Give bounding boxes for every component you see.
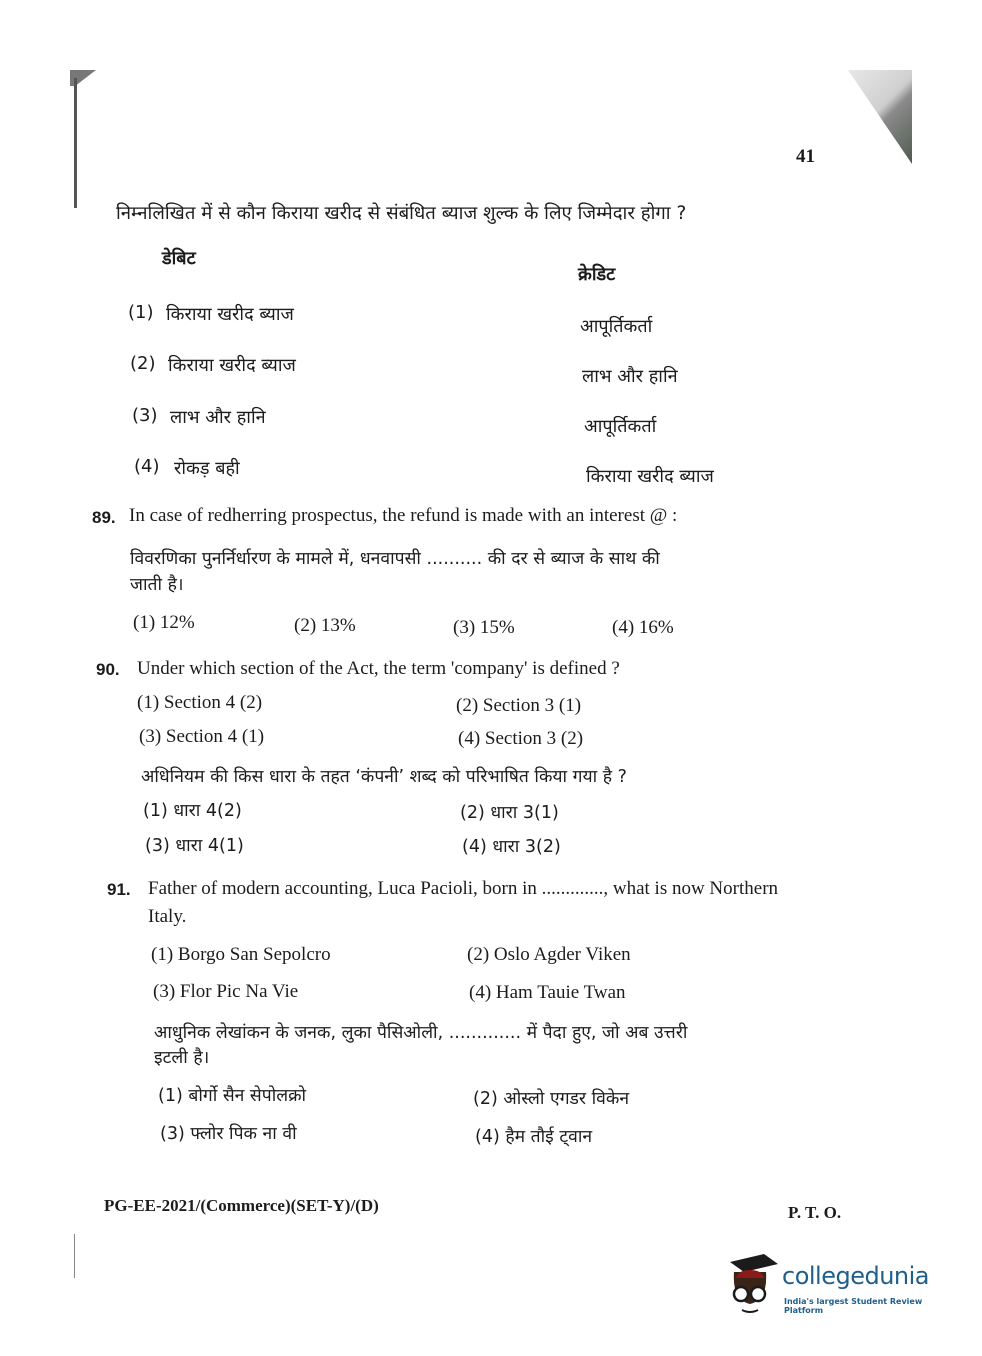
q91-option-4-en: (4) Ham Tauie Twan [469, 982, 626, 1003]
q88-option-1-debit: किराया खरीद ब्याज [166, 304, 294, 325]
scan-margin-line-bottom [74, 1234, 75, 1278]
q91-option-2-en: (2) Oslo Agder Viken [467, 944, 631, 965]
q89-option-1: (1) 12% [133, 612, 195, 633]
q90-number: 90. [96, 660, 120, 679]
q89-english: In case of redherring prospectus, the refund is made with an interest @ : [129, 505, 678, 526]
collegedunia-mascot-icon [720, 1250, 780, 1320]
q91-english-line2: Italy. [148, 906, 187, 927]
q91-option-2-hi: (2) ओस्लो एगडर विकेन [473, 1089, 630, 1109]
q88-option-4-num: (4) [134, 456, 160, 477]
q90-option-1-en: (1) Section 4 (2) [137, 692, 263, 713]
footer-paper-code: PG-EE-2021/(Commerce)(SET-Y)/(D) [104, 1196, 379, 1215]
logo-wordmark: collegedunia [782, 1262, 930, 1290]
q88-option-2-credit: लाभ और हानि [582, 366, 678, 387]
page-number: 41 [796, 146, 815, 167]
footer-pto: P. T. O. [788, 1203, 842, 1222]
logo-tagline: India's largest Student Review Platform [784, 1297, 923, 1315]
q89-option-2: (2) 13% [294, 615, 356, 636]
q88-option-3-num: (3) [132, 405, 158, 426]
scan-corner-right [848, 70, 912, 164]
q88-credit-header: क्रेडिट [578, 264, 616, 285]
q91-option-3-hi: (3) फ्लोर पिक ना वी [160, 1124, 297, 1144]
q91-number: 91. [107, 880, 131, 899]
q88-question: निम्नलिखित में से कौन किराया खरीद से संबंधित ब्याज शुल्क के लिए जिम्मेदार होगा ? [116, 203, 687, 224]
q90-option-3-en: (3) Section 4 (1) [139, 726, 265, 747]
q90-option-4-en: (4) Section 3 (2) [458, 728, 584, 749]
q88-option-1-credit: आपूर्तिकर्ता [580, 316, 653, 337]
q90-hindi: अधिनियम की किस धारा के तहत ‘कंपनी’ शब्द को परिभाषित किया गया है ? [141, 767, 627, 787]
q89-hindi-line2: जाती है। [130, 575, 184, 595]
q91-english-line1: Father of modern accounting, Luca Pacioli, born in ............., what is now Northern [148, 878, 779, 899]
q88-option-3-credit: आपूर्तिकर्ता [584, 416, 657, 437]
q88-option-2-num: (2) [130, 353, 156, 374]
q88-option-4-credit: किराया खरीद ब्याज [586, 466, 714, 487]
q90-option-3-hi: (3) धारा 4(1) [145, 836, 244, 856]
q91-option-1-hi: (1) बोर्गो सैन सेपोलक्रो [158, 1086, 307, 1106]
q91-option-3-en: (3) Flor Pic Na Vie [153, 981, 299, 1002]
q89-option-4: (4) 16% [612, 617, 674, 638]
collegedunia-logo [720, 1250, 950, 1320]
q91-hindi-line2: इटली है। [154, 1048, 210, 1068]
q90-option-2-en: (2) Section 3 (1) [456, 695, 582, 716]
scan-margin-line [74, 78, 77, 208]
q89-number: 89. [92, 508, 116, 527]
q88-option-1-num: (1) [128, 302, 154, 323]
q88-option-2-debit: किराया खरीद ब्याज [168, 355, 296, 376]
q91-option-1-en: (1) Borgo San Sepolcro [151, 944, 331, 965]
q88-option-4-debit: रोकड़ बही [174, 458, 240, 479]
q90-option-4-hi: (4) धारा 3(2) [462, 837, 561, 857]
q91-option-4-hi: (4) हैम तौई ट्वान [475, 1127, 593, 1147]
q91-hindi-line1: आधुनिक लेखांकन के जनक, लुका पैसिओली, ............. में पैदा हुए, जो अब उत्तरी [154, 1023, 688, 1043]
q88-option-3-debit: लाभ और हानि [170, 407, 266, 428]
q89-option-3: (3) 15% [453, 617, 515, 638]
q90-english: Under which section of the Act, the term 'company' is defined ? [137, 658, 620, 679]
q90-option-2-hi: (2) धारा 3(1) [460, 803, 559, 823]
q90-option-1-hi: (1) धारा 4(2) [143, 801, 242, 821]
q88-debit-header: डेबिट [162, 248, 196, 269]
q89-hindi-line1: विवरणिका पुनर्निर्धारण के मामले में, धनवापसी .......... की दर से ब्याज के साथ की [130, 549, 660, 569]
